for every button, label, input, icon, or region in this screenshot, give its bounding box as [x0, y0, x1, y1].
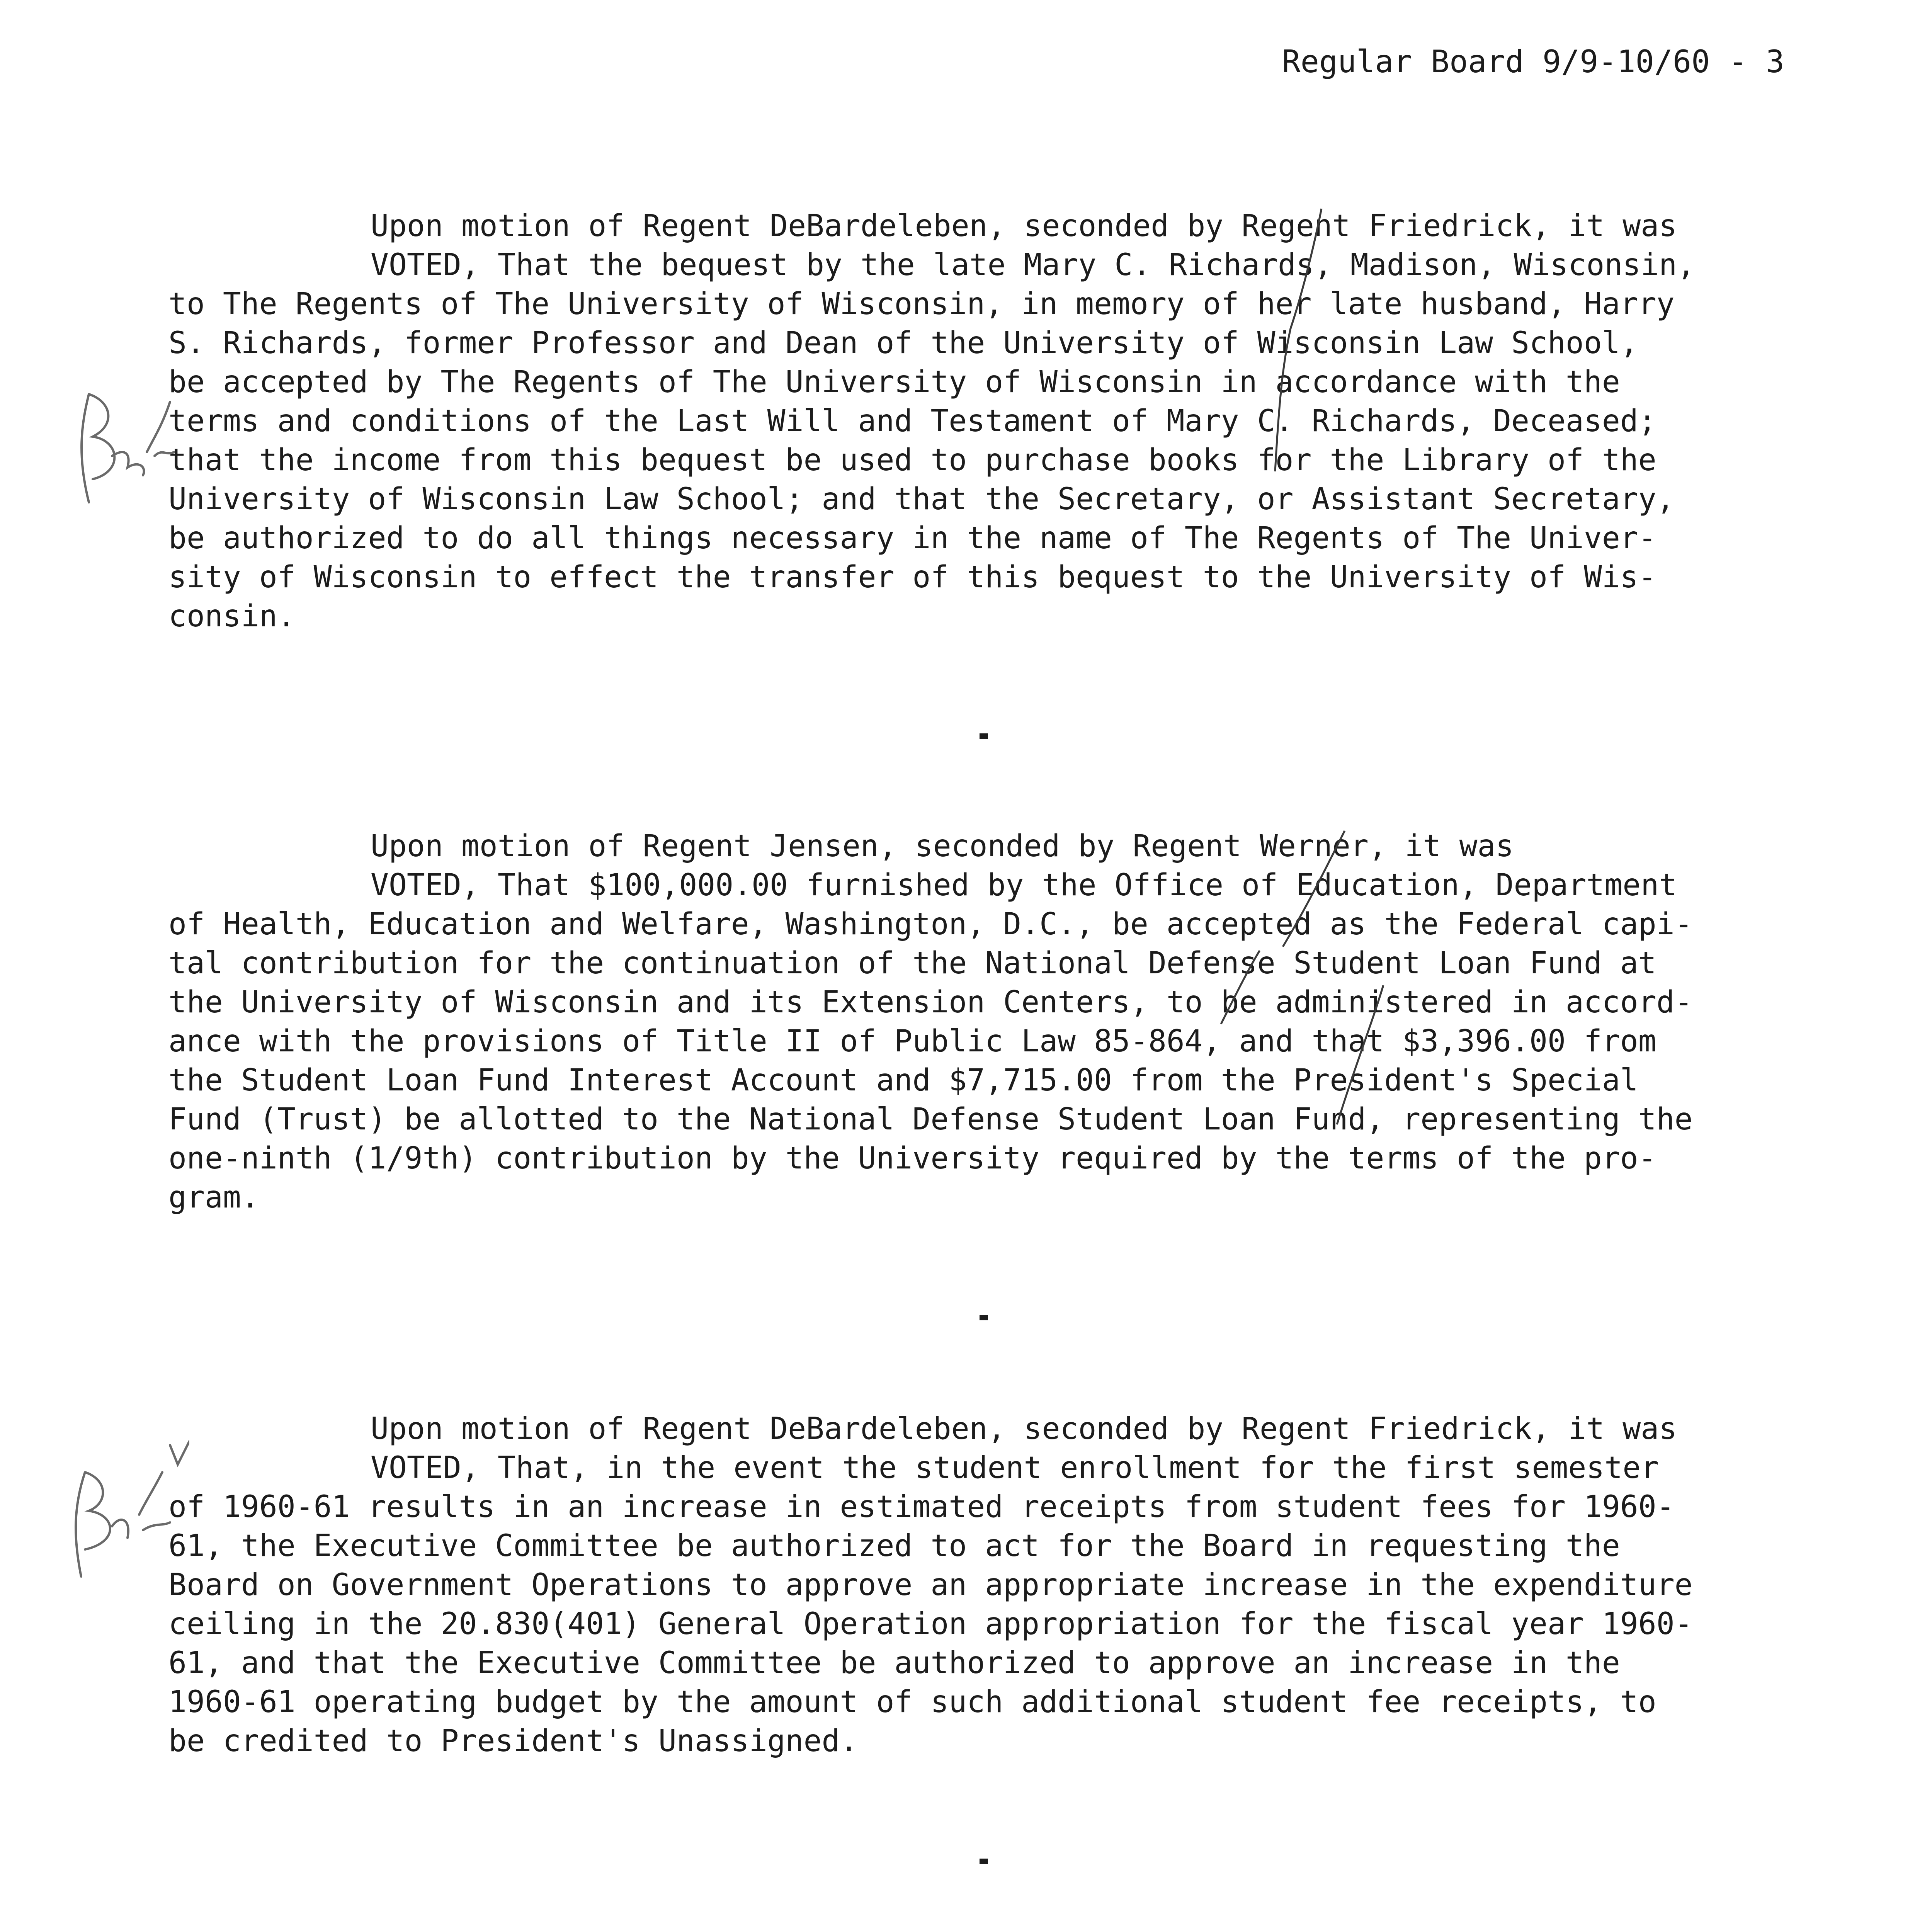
paragraph-line: of Health, Education and Welfare, Washington, D.C., be accepted as the Federal capi-: [168, 907, 1693, 942]
section-separator: [980, 1315, 988, 1320]
paragraph-line: Fund (Trust) be allotted to the National Defense Student Loan Fund, representing the: [168, 1102, 1693, 1137]
paragraph-line: VOTED, That the bequest by the late Mary C. Richards, Madison, Wisconsin,: [371, 248, 1696, 282]
paragraph-line: 61, and that the Executive Committee be authorized to approve an increase in the: [168, 1646, 1620, 1680]
paragraph-line: VOTED, That, in the event the student enrollment for the first semester: [371, 1451, 1659, 1485]
paragraph-line: 61, the Executive Committee be authorized to act for the Board in requesting the: [168, 1529, 1620, 1563]
paragraph-line: Upon motion of Regent DeBardeleben, seconded by Regent Friedrick, it was: [371, 209, 1677, 243]
page-header: Regular Board 9/9-10/60 - 3: [1282, 44, 1784, 80]
paragraph-line: be accepted by The Regents of The University of Wisconsin in accordance with the: [168, 365, 1620, 400]
paragraph-line: be credited to President's Unassigned.: [168, 1724, 858, 1759]
paragraph-loan-fund: [168, 827, 1799, 1217]
handwritten-margin-mark: [66, 379, 182, 526]
paragraph-line: gram.: [168, 1180, 259, 1215]
paragraph-student-fees: [168, 1410, 1799, 1761]
paragraph-line: sity of Wisconsin to effect the transfer of this bequest to the University of Wis-: [168, 560, 1656, 595]
paragraph-line: 1960-61 operating budget by the amount of such additional student fee receipts, to: [168, 1685, 1656, 1719]
paragraph-line: University of Wisconsin Law School; and that the Secretary, or Assistant Secretary,: [168, 482, 1675, 517]
paragraph-line: Board on Government Operations to approve an appropriate increase in the expenditure: [168, 1568, 1693, 1602]
paragraph-line: ceiling in the 20.830(401) General Operation appropriation for the fiscal year 1960-: [168, 1607, 1693, 1641]
section-separator: [980, 1859, 988, 1864]
paragraph-line: terms and conditions of the Last Will and Testament of Mary C. Richards, Deceased;: [168, 404, 1656, 439]
paragraph-line: S. Richards, former Professor and Dean of the University of Wisconsin Law School,: [168, 326, 1638, 361]
paragraph-line: the Student Loan Fund Interest Account and $7,715.00 from the President's Special: [168, 1063, 1638, 1098]
paragraph-line: the University of Wisconsin and its Extension Centers, to be administered in accord-: [168, 985, 1693, 1020]
paragraph-line: be authorized to do all things necessary in the name of The Regents of The Univer-: [168, 521, 1656, 556]
paragraph-line: that the income from this bequest be used to purchase books for the Library of the: [168, 443, 1656, 478]
paragraph-line: of 1960-61 results in an increase in estimated receipts from student fees for 1960-: [168, 1490, 1675, 1524]
paragraph-line: VOTED, That $100,000.00 furnished by the Office of Education, Department: [371, 868, 1677, 903]
paragraph-richards-bequest: [168, 207, 1799, 636]
paragraph-line: Upon motion of Regent Jensen, seconded by Regent Werner, it was: [371, 829, 1514, 864]
paragraph-line: ance with the provisions of Title II of Public Law 85-864, and that $3,396.00 from: [168, 1024, 1656, 1059]
paragraph-line: to The Regents of The University of Wisconsin, in memory of her late husband, Harry: [168, 287, 1675, 321]
paragraph-line: tal contribution for the continuation of the National Defense Student Loan Fund at: [168, 946, 1656, 981]
paragraph-line: one-ninth (1/9th) contribution by the University required by the terms of the pro-: [168, 1141, 1656, 1176]
paragraph-line: consin.: [168, 599, 296, 634]
section-separator: [980, 733, 988, 739]
paragraph-line: Upon motion of Regent DeBardeleben, seconded by Regent Friedrick, it was: [371, 1412, 1677, 1446]
